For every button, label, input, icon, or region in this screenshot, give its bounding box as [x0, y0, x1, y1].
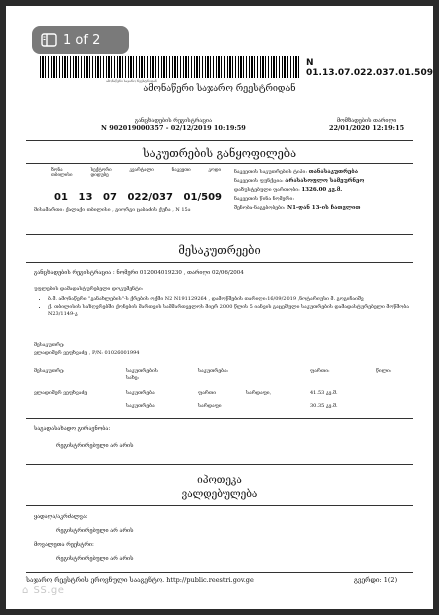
owners-section-title: მესაკუთრეები	[178, 244, 261, 257]
code-head: ზონა	[51, 168, 63, 173]
table-cell: სარდაფი,	[246, 390, 272, 396]
code-block: 07	[103, 192, 117, 203]
detail-value: N1-დან 13-ის ჩათვლით	[287, 205, 361, 211]
detail-line	[234, 177, 364, 186]
agency-title: ამონაწერი საჯარო რეესტრიდან	[143, 84, 296, 94]
watermark-text: SS.ge	[33, 585, 65, 596]
detail-value: 1326.00 კვ.მ.	[301, 187, 343, 193]
property-details	[234, 168, 364, 213]
divider	[26, 505, 413, 506]
code-head: კვარტალი	[129, 168, 154, 173]
barcode	[40, 56, 300, 78]
detail-line	[234, 195, 364, 204]
table-cell: საკუთრება	[126, 403, 155, 409]
owner-label: მესაკუთრე:	[34, 342, 65, 348]
footer-url: საჯარო რეესტრის ეროვნული სააგენტო. http://public.reestri.gov.ge	[26, 576, 254, 584]
address-value: ქალაქი თბილისი , გიორგი ცაბაძის ქუჩა , N 15ა	[65, 207, 191, 213]
page-indicator-label: 1 of 2	[63, 32, 101, 48]
detail-label: დაზუსტებული ფართობი:	[234, 187, 300, 193]
divider	[26, 163, 413, 164]
obligation-title: ვალდებულება	[181, 489, 258, 500]
divider	[26, 262, 413, 263]
detail-line	[234, 204, 364, 213]
basis-item: • ქ. თბილისის საზღვრებში ქონების მართვის სამმართველოს მიერ 2000 წლის 5 იანვის გაცემული საკუთრების დამადასტურებელი მოწმობა N23/1149-კ	[48, 304, 418, 319]
code-zone: 01	[54, 192, 68, 203]
mortgage-title: იპოთეკა	[197, 475, 242, 486]
encumbrance-value: რეგისტრირებული არ არის	[56, 443, 134, 449]
prepared-label: მომზადების თარიღი	[336, 118, 397, 124]
code-unit: 01/509	[183, 192, 222, 203]
document-page	[6, 6, 433, 609]
table-cell: 41.53 კვ.მ.	[310, 390, 338, 396]
divider	[26, 418, 413, 419]
property-section-title: საკუთრების განყოფილება	[142, 147, 297, 160]
application-meta	[101, 118, 246, 132]
table-header-share: წილი:	[376, 368, 392, 374]
debtors-value: რეგისტრირებული არ არის	[56, 556, 134, 562]
code-sector: 13	[78, 192, 93, 203]
detail-label: ნაკვეთის წინა ნომერი:	[234, 196, 294, 202]
code-head: ნაკვეთი	[171, 168, 191, 173]
basis-list	[36, 296, 418, 319]
prepared-meta	[329, 118, 404, 132]
watermark	[22, 582, 64, 597]
code-headers	[51, 168, 221, 178]
divider	[26, 140, 413, 141]
application-value: N 902019000357 - 02/12/2019 10:19:59	[101, 124, 246, 132]
code-head: სექტორი	[90, 168, 112, 173]
page-indicator[interactable]	[32, 26, 129, 54]
prepared-value: 22/01/2020 12:19:15	[329, 124, 405, 132]
mortgage-section-title	[6, 474, 433, 502]
divider	[26, 464, 413, 465]
owner-value: ვლადიმერ ვეფხვაძე , P/N: 01026001994	[34, 350, 140, 356]
detail-label: ნაკვეთის ფუნქცია:	[234, 178, 284, 184]
detail-label: შენობა-ნაგებობები:	[234, 205, 286, 211]
basis-title: უფლების დამადასტურებელი დოკუმენტი:	[34, 286, 144, 292]
table-cell: ვლადიმერ ვეფხვაძე	[34, 390, 88, 396]
sidebar-icon	[41, 33, 57, 47]
table-cell: ფართი	[198, 390, 216, 396]
encumbrance-label: საგადასახადო გირავნობა:	[34, 426, 111, 432]
detail-value: არასასოფლო სამეურნეო	[285, 178, 365, 184]
detail-line	[234, 168, 364, 177]
divider	[26, 572, 413, 573]
barcode-caption: ამონაწერი საჯარო რეესტრიდან	[106, 79, 157, 83]
code-head: კოდი	[208, 168, 221, 173]
divider	[26, 234, 413, 235]
table-cell: სარდაფი	[198, 403, 222, 409]
seizure-label: ყადაღა/აკრძალვა:	[34, 514, 88, 520]
table-header-type: საკუთრების სახე:	[126, 368, 158, 381]
code-parcel: 022/037	[127, 192, 173, 203]
detail-line	[234, 186, 364, 195]
footer-page-number: გვერდი: 1(2)	[354, 576, 398, 584]
table-cell: 30.35 კვ.მ.	[310, 403, 338, 409]
table-cell: საკუთრება	[126, 390, 155, 396]
document-number: N 01.13.07.022.037.01.509	[306, 58, 433, 78]
cadastral-codes	[54, 192, 222, 203]
debtors-label: მოვალეთა რეესტრი:	[34, 542, 94, 548]
watermark-icon: ⌂	[22, 585, 29, 596]
address-label: მისამართი:	[34, 207, 65, 213]
table-header-property: საკუთრება:	[198, 368, 229, 374]
code-subhead: დიდუბე	[90, 173, 109, 178]
application-label: განცხადების რეგისტრაცია	[134, 118, 212, 124]
address	[34, 206, 214, 215]
owner-registration: განცხადების რეგისტრაცია : ნომერი 012004019230 , თარიღი 02/06/2004	[34, 270, 244, 276]
seizure-value: რეგისტრირებული არ არის	[56, 528, 134, 534]
detail-label: ნაკვეთის საკუთრების ტიპი:	[234, 169, 308, 175]
table-header-area: ფართი:	[310, 368, 330, 374]
table-header-owner: მესაკუთრე:	[34, 368, 65, 374]
detail-value: თანასაკუთრება	[308, 169, 358, 175]
basis-item: • ბ.მ. ამონაწერი "განახლების"-ს ქრების ოქმი N2 N191129264 , დამოწმების თარიღი:16/09/2019 ,ნოტარიუსი მ. გოგიჩაიშვ	[48, 296, 418, 304]
code-subhead: თბილისი	[51, 173, 73, 178]
owner-block	[34, 341, 139, 357]
